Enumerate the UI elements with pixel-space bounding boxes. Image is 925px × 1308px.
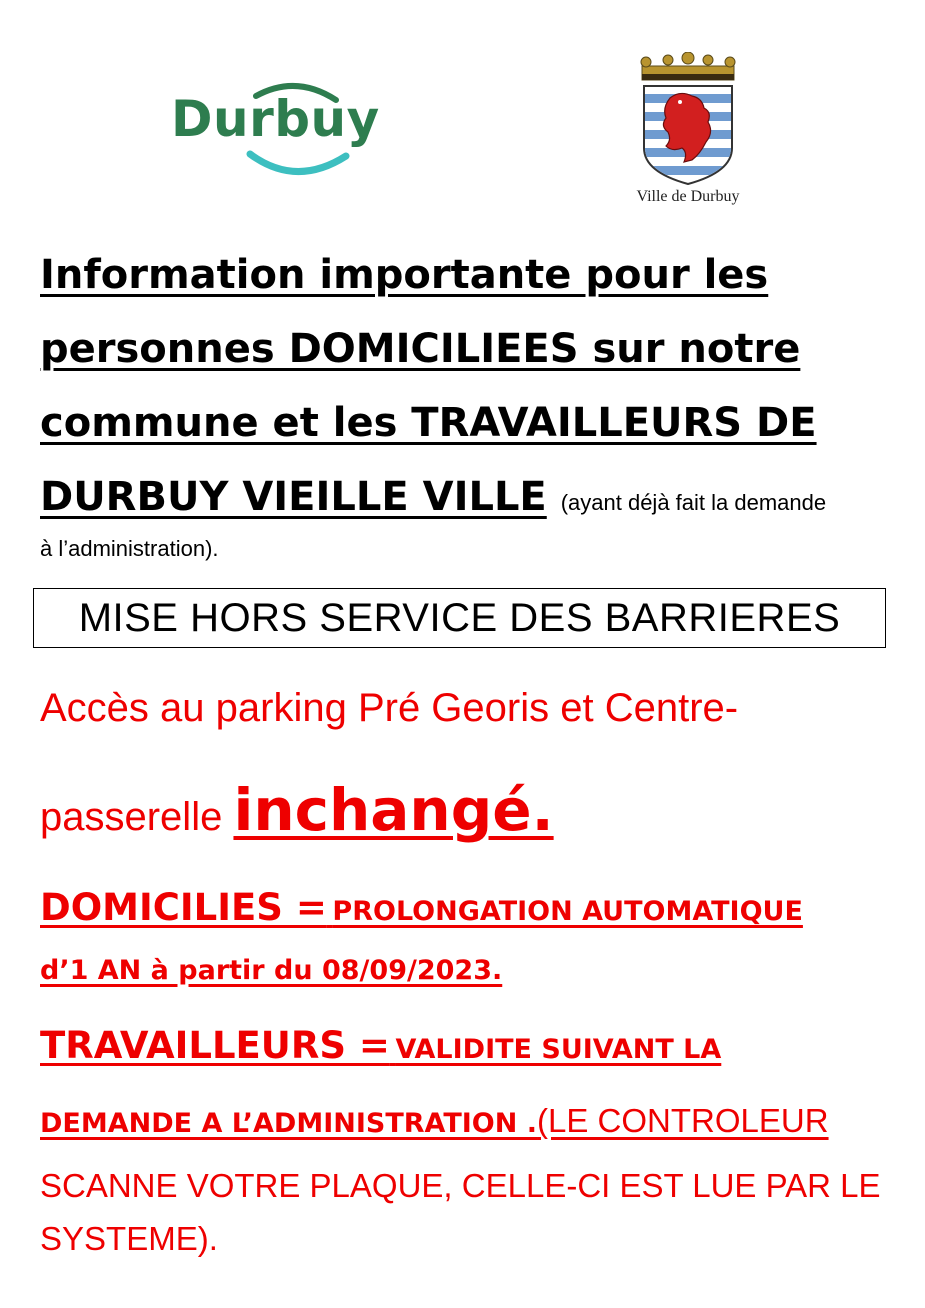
parking-access-place: passerelle — [40, 795, 223, 839]
crest-icon — [622, 52, 754, 187]
travailleurs-text: VALIDITE SUIVANT LA — [395, 1034, 722, 1065]
heading-area-name: DURBUY VIEILLE VILLE — [40, 474, 547, 520]
domicilies-line-1 — [40, 880, 900, 943]
brand-wordmark: Durbuy — [171, 90, 380, 148]
crest-caption: Ville de Durbuy — [636, 188, 740, 205]
parking-access-line-1: Accès au parking Pré Georis et Centre- — [40, 686, 739, 730]
travailleurs-line-2 — [40, 1096, 900, 1152]
travailleurs-line-1 — [40, 1018, 900, 1081]
travailleurs-demande: DEMANDE A L’ADMINISTRATION . — [40, 1108, 538, 1139]
domicilies-text: PROLONGATION AUTOMATIQUE — [332, 896, 803, 927]
barriers-out-of-service-title: MISE HORS SERVICE DES BARRIERES — [33, 588, 886, 648]
heading-line-1: Information importante pour les — [40, 252, 769, 298]
domicilies-label: DOMICILIES = — [40, 886, 327, 929]
parking-access-line-2 — [40, 770, 900, 857]
travailleurs-label: TRAVAILLEURS = — [40, 1024, 390, 1067]
domicilies-line-2: d’1 AN à partir du 08/09/2023. — [40, 955, 503, 986]
controller-note-line-2: SCANNE VOTRE PLAQUE, CELLE-CI EST LUE PAR LE — [40, 1167, 881, 1204]
heading-line-3: commune et les TRAVAILLEURS DE — [40, 400, 817, 446]
heading-line-2: personnes DOMICILIEES sur notre — [40, 326, 801, 372]
controller-note-start: (LE CONTROLEUR — [537, 1102, 829, 1139]
heading-note: (ayant déjà fait la demande — [560, 490, 827, 515]
heading-note-continued: à l’administration). — [40, 536, 219, 561]
important-info-heading — [40, 238, 885, 540]
coat-of-arms — [622, 52, 754, 212]
unchanged-emphasis: inchangé. — [233, 776, 554, 844]
controller-note-line-3: SYSTEME). — [40, 1220, 218, 1257]
heading-line-4 — [40, 460, 885, 540]
durbuy-logo — [168, 78, 424, 184]
